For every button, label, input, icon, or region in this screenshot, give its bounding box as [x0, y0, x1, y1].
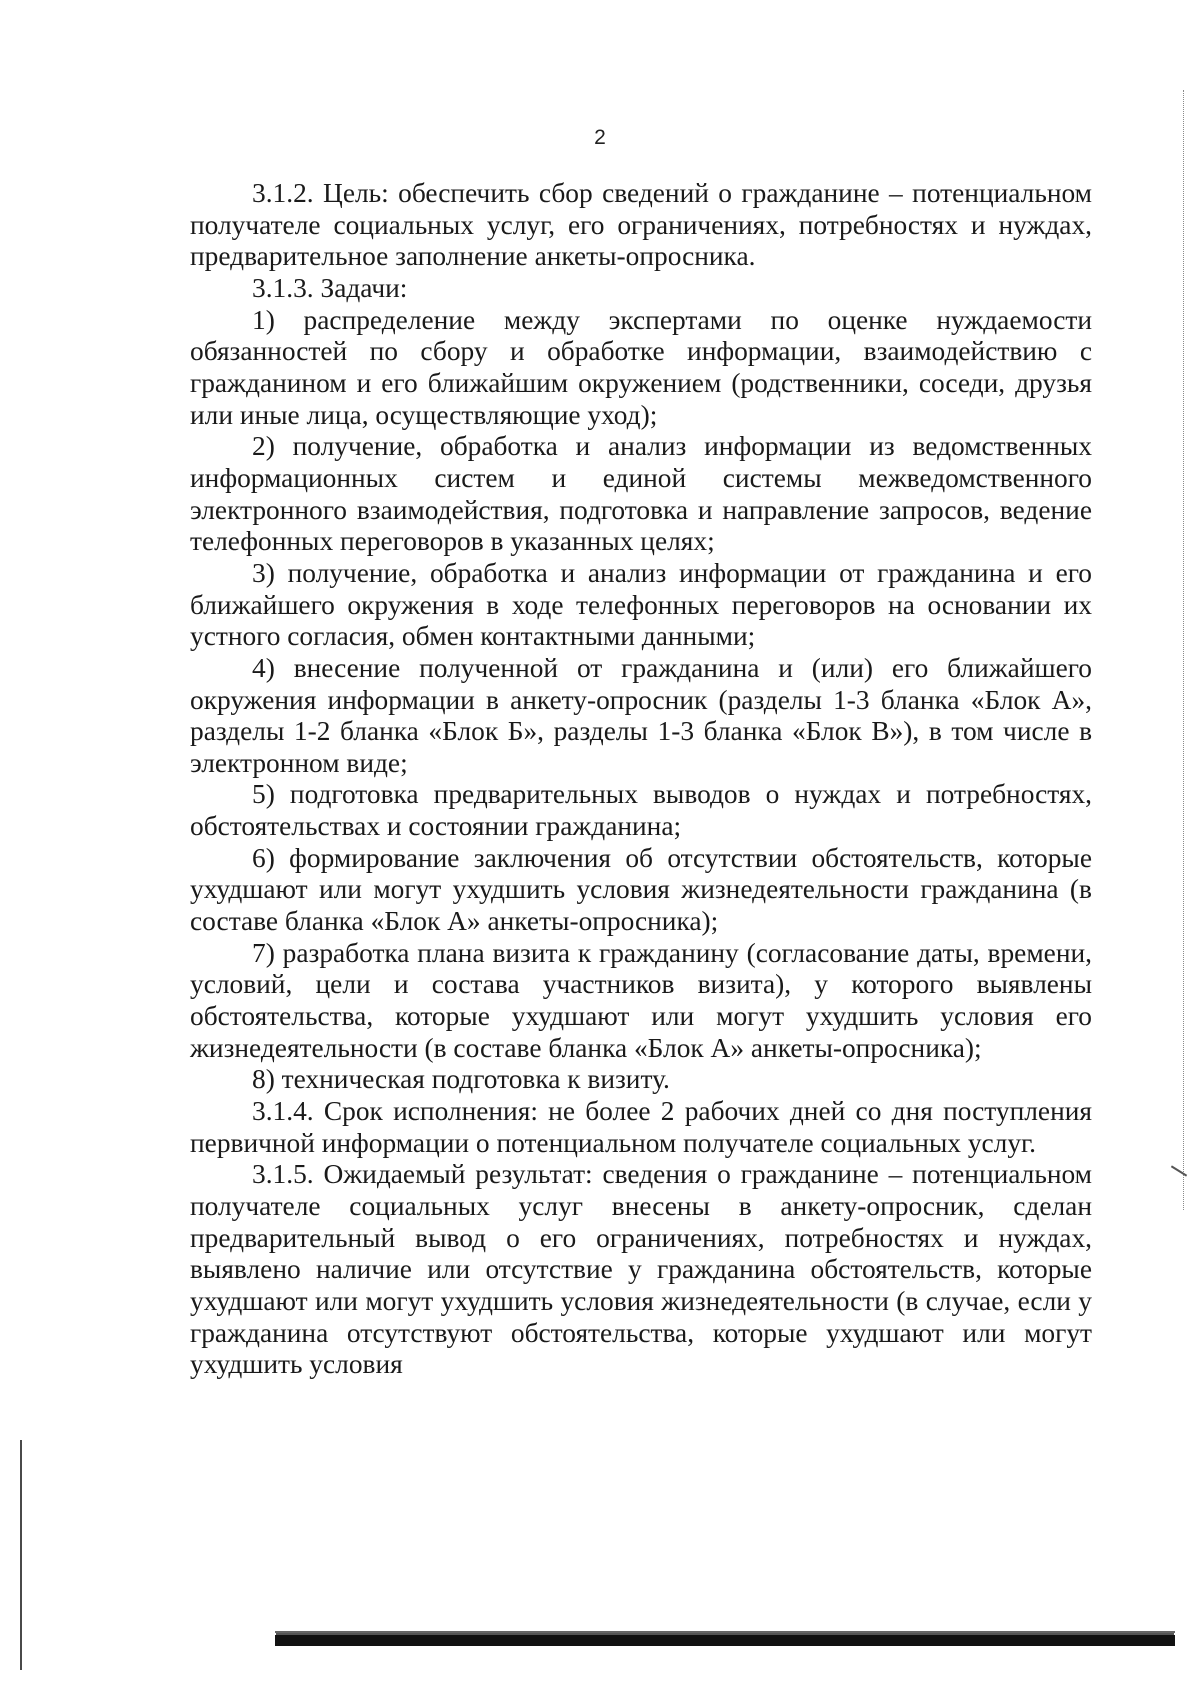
- bottom-rule: [275, 1635, 1175, 1646]
- task-item-1: 1) распределение между экспертами по оценке нуждаемости обязанностей по сбору и обработке информации, взаимодействию с гражданином и его ближайшим окружением (родственники, соседи, друзья или иные лица, осуществляющие уход);: [190, 304, 1092, 430]
- bottom-rule-thin: [275, 1631, 1175, 1633]
- task-item-7: 7) разработка плана визита к гражданину (согласование даты, времени, условий, цели и состава участников визита), у которого выявлены обстоятельства, которые ухудшают или могут ухудшить условия его жизнедеятельности (в составе бланка «Блок А» анкеты-опросника);: [190, 937, 1092, 1063]
- page-number: 2: [594, 126, 606, 149]
- scan-edge-line-left: [20, 1440, 22, 1670]
- scan-edge-line-right: [1183, 90, 1184, 1210]
- task-item-8: 8) техническая подготовка к визиту.: [252, 1064, 670, 1095]
- scan-edge-mark: [1171, 1165, 1187, 1176]
- task-item-6: 6) формирование заключения об отсутствии обстоятельств, которые ухудшают или могут ухудшить условия жизнедеятельности гражданина (в составе бланка «Блок А» анкеты-опросника);: [190, 842, 1092, 937]
- document-body: [190, 178, 1092, 1381]
- task-item-5: 5) подготовка предварительных выводов о нуждах и потребностях, обстоятельствах и состоянии гражданина;: [190, 779, 1092, 842]
- paragraph-3-1-5: 3.1.5. Ожидаемый результат: сведения о гражданине – потенциальном получателе социальных услуг внесены в анкету-опросник, сделан предварительный вывод о его ограничениях, потребностях и нуждах, выявлено наличие или отсутствие у гражданина обстоятельств, которые ухудшают или могут ухудшить условия жизнедеятельности (в случае, если у гражданина отсутствуют обстоятельства, которые ухудшают или могут ухудшить условия: [190, 1159, 1092, 1380]
- task-item-4: 4) внесение полученной от гражданина и (или) его ближайшего окружения информации в анкету-опросник (разделы 1-3 бланка «Блок А», разделы 1-2 бланка «Блок Б», разделы 1-3 бланка «Блок В»), в том числе в электронном виде;: [190, 652, 1092, 778]
- paragraph-3-1-4: 3.1.4. Срок исполнения: не более 2 рабочих дней со дня поступления первичной информации о потенциальном получателе социальных услуг.: [190, 1096, 1092, 1158]
- paragraph-3-1-3-heading: 3.1.3. Задачи:: [252, 272, 408, 303]
- paragraph-3-1-2: 3.1.2. Цель: обеспечить сбор сведений о гражданине – потенциальном получателе социальных услуг, его ограничениях, потребностях и нуждах, предварительное заполнение анкеты-опросника.: [190, 178, 1092, 272]
- task-item-2: 2) получение, обработка и анализ информации из ведомственных информационных систем и единой системы межведомственного электронного взаимодействия, подготовка и направление запросов, ведение телефонных переговоров в указанных целях;: [190, 431, 1092, 557]
- task-item-3: 3) получение, обработка и анализ информации от гражданина и его ближайшего окружения в ходе телефонных переговоров на основании их устного согласия, обмен контактными данными;: [190, 557, 1092, 652]
